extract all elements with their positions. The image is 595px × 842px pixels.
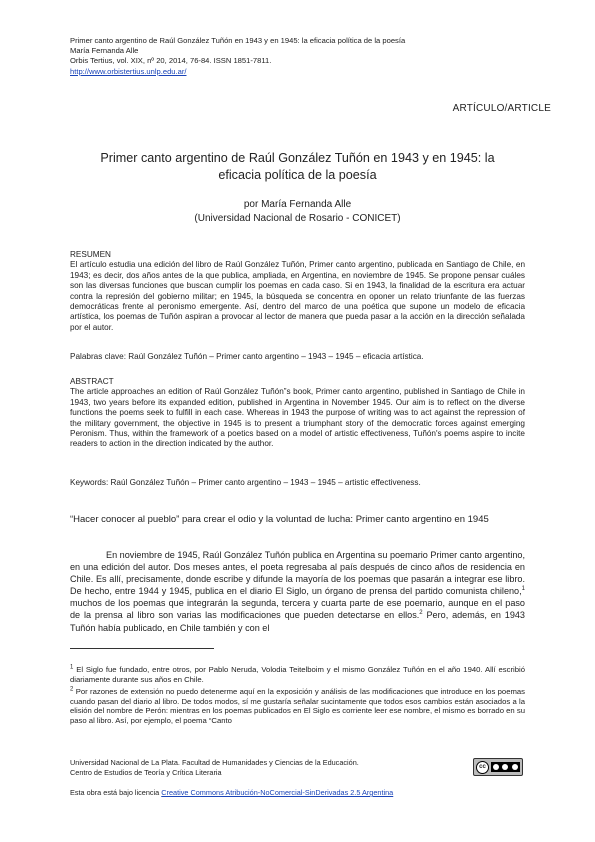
article-type-tag: ARTÍCULO/ARTICLE (452, 103, 551, 114)
author-name: por María Fernanda Alle (243, 199, 352, 210)
header-title-line: Primer canto argentino de Raúl González Tuñón en 1943 y en 1945: la eficacia política de la poesía (70, 36, 406, 45)
footnote-text-2: Por razones de extensión no puedo detenerme aquí en la exposición y análisis de las modificaciones que introduce en los poemas cuando pasan del diario al libro. De todos modos, sí me gustaría señalar sucintamente que todos esos cambios están asociados a la elisión del nombre de Perón: mientras en los poemas publicados en El Siglo es corriente leer ese nombre, el mismo es borrado en su paso al libro. Así, por ejemplo, el poema “Canto (70, 687, 525, 726)
footnote-text-1: El Siglo fue fundado, entre otros, por Pablo Neruda, Volodia Teitelboim y el mismo González Tuñón en el año 1940. Allí escribió diariamente durante sus años en Chile. (70, 665, 525, 684)
license-line (70, 788, 393, 797)
footer-centre: Centro de Estudios de Teoría y Crítica Literaria (70, 767, 222, 777)
abstract-label: ABSTRACT (70, 377, 114, 386)
footnote-ref-2[interactable]: 2 (419, 610, 423, 617)
institution-footer (70, 758, 359, 777)
running-header (70, 36, 405, 77)
license-prefix: Esta obra está bajo licencia (70, 788, 162, 797)
author-affiliation: (Universidad Nacional de Rosario - CONICET) (194, 213, 401, 224)
header-author-line: María Fernanda Alle (70, 46, 139, 56)
footnote-mark-2: 2 (70, 686, 74, 693)
article-title: Primer canto argentino de Raúl González Tuñón en 1943 y en 1945: la eficacia política de la poesía (100, 151, 495, 182)
abstract-block (70, 377, 525, 450)
footnote-1 (70, 665, 525, 684)
footer-institution: Universidad Nacional de La Plata. Facultad de Humanidades y Ciencias de la Educación. (70, 758, 359, 767)
resumen-label: RESUMEN (70, 250, 111, 259)
body-text-a: En noviembre de 1945, Raúl González Tuñón publica en Argentina su poemario Primer canto argentino, en una edición del autor. Dos meses antes, el poeta regresaba al país después de cinco años de residencia en Chile. Es allí, precisamente, donde escribe y difunde la mayoría de los poemas que pasarán a integrar ese libro. De hecho, entre 1944 y 1945, publica en el diario El Siglo, un órgano de prensa del partido comunista chileno, (70, 550, 525, 597)
footnote-mark-1: 1 (70, 664, 74, 671)
footnote-2 (70, 687, 525, 726)
resumen-block (70, 250, 525, 333)
footnote-divider (70, 648, 214, 649)
cc-logo-icon: cc (476, 761, 489, 774)
header-journal-line: Orbis Tertius, vol. XIX, nº 20, 2014, 76-84. ISSN 1851-7811. (70, 56, 272, 66)
footnote-ref-1[interactable]: 1 (521, 586, 525, 593)
creative-commons-badge[interactable] (473, 758, 523, 776)
palabras-clave: Palabras clave: Raúl González Tuñón – Primer canto argentino – 1943 – 1945 – eficacia artística. (70, 352, 424, 361)
body-paragraph (70, 549, 525, 634)
body-text-b: muchos de los poemas que integrarán la segunda, tercera y cuarta parte de ese poemario, aunque en el paso de la prensa al libro son varias las modificaciones que pueden detectarse en ellos. (70, 598, 525, 621)
section-heading: “Hacer conocer al pueblo” para crear el odio y la voluntad de lucha: Primer canto argentino en 1945 (70, 514, 489, 525)
cc-by-nc-nd-icons (491, 762, 520, 772)
license-link[interactable]: Creative Commons Atribución-NoComercial-SinDerivadas 2.5 Argentina (161, 788, 394, 797)
resumen-text: El artículo estudia una edición del libro de Raúl González Tuñón, Primer canto argentino, publicada en Santiago de Chile, en 1943; es decir, dos años antes de la que publica, ampliada, en Argentina, en noviembre de 1945. Se propone pensar cuáles son las diversas funciones que buscan cumplir los poemas en cada caso. Si en 1943, la finalidad de la escritura era actuar contra la represión del gobierno militar; en 1945, la búsqueda se concentra en oponer un relato triunfante de las fuerzas democráticas frente al peronismo emergente. Así, dentro del marco de una poética que supone un modelo de eficacia artística, los poemas de Tuñón aspiran a provocar al lector de manera que pueda pasar a la acción en la dirección señalada por el autor. (70, 260, 525, 332)
keywords: Keywords: Raúl González Tuñón – Primer canto argentino – 1943 – 1945 – artistic effectiveness. (70, 478, 421, 487)
author-block (80, 198, 515, 226)
abstract-text: The article approaches an edition of Raúl González Tuñón”s book, Primer canto argentino, published in Santiago de Chile in 1943, two years before its expanded edition, published in Argentina in November 1945. Our aim is to reflect on the diverse functions the poems seek to fulfill in each case. Whereas in 1943 the purpose of writing was to act against the repression of the military government, the objective in 1945 is to present a triumphant story of the democratic forces against emerging Peronism. Thus, within the framework of a poetics based on a model of artistic effectiveness, Tuñón's poems aspire to incite readers to action in the direction indicated by the author. (70, 387, 525, 449)
journal-link[interactable]: http://www.orbistertius.unlp.edu.ar/ (70, 66, 187, 76)
body-text-c: Pero, además, en 1943 Tuñón había publicado, en Chile también y con el (70, 610, 525, 633)
